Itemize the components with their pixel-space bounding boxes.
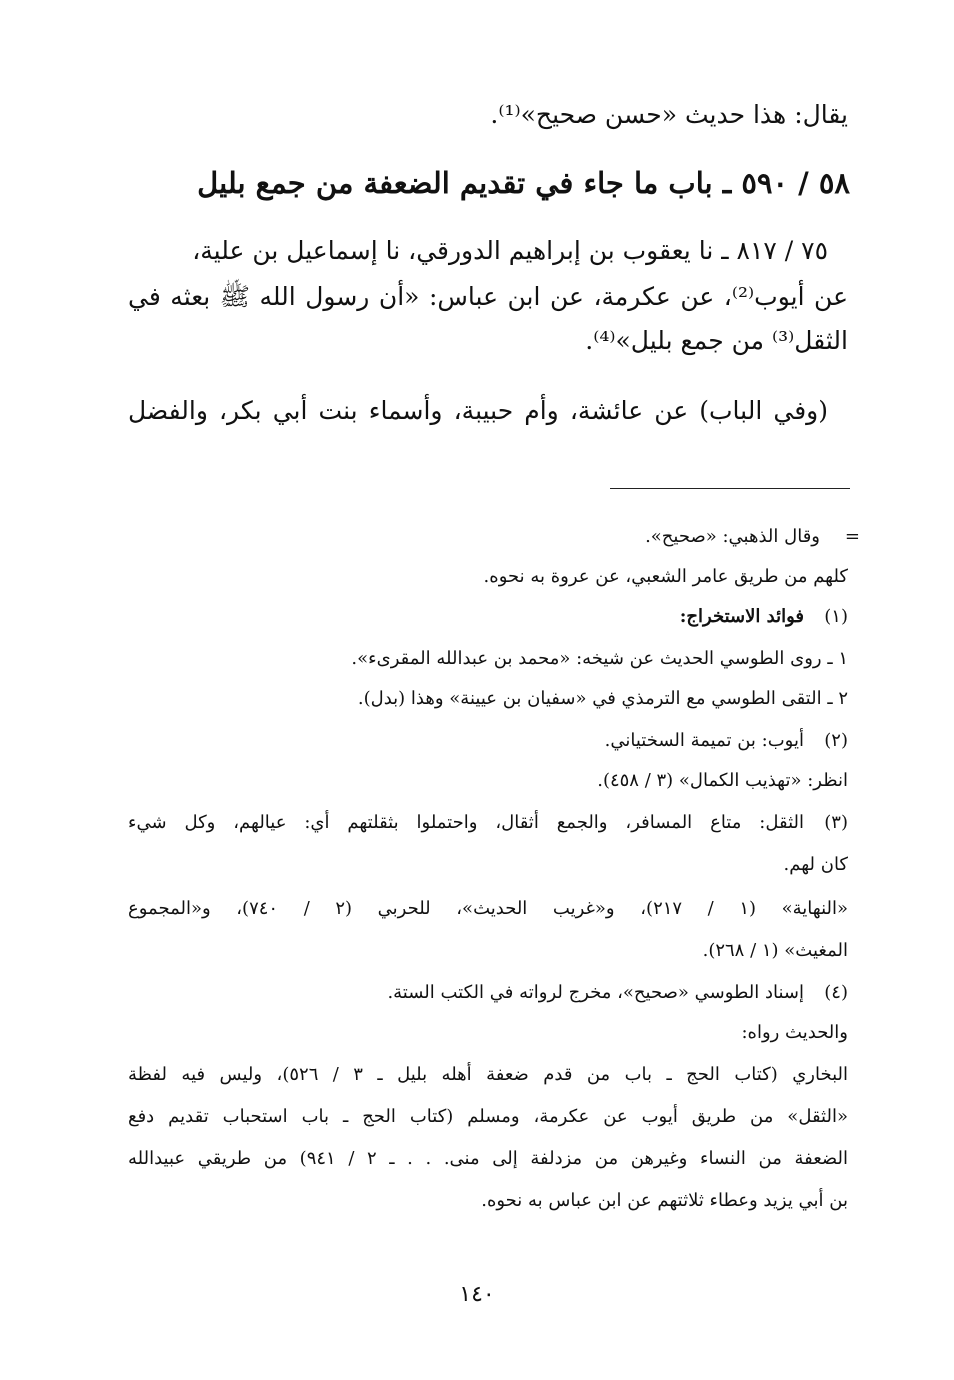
footnote-line: ١ ـ روى الطوسي الحديث عن شيخه: «محمد بن عبدالله المقرىء».: [351, 648, 848, 669]
hadith-line-1: ٧٥ / ٨١٧ ـ نا يعقوب بن إبراهيم الدورقي، نا إسماعيل بن علية،: [192, 236, 828, 265]
continuation-marker: =: [844, 526, 860, 547]
footnote-separator: [610, 488, 850, 489]
hadith-line-2: عن أيوب⁽²⁾، عن عكرمة، عن ابن عباس: «أن رسول الله ﷺ بعثه في: [128, 282, 849, 311]
page-number: ١٤٠: [459, 1282, 495, 1307]
footnote-line: فوائد الاستخراج:: [679, 606, 804, 627]
footnote-line: ٢ ـ التقى الطوسي مع الترمذي في «سفيان بن عيينة» وهذا (بدل).: [357, 688, 848, 709]
footnote-line: بن أبي يزيد وعطاء ثلاثتهم عن ابن عباس به نحوه.: [481, 1190, 848, 1211]
footnote-line: الثقل: متاع المسافر، والجمع أثقال، واحتملوا بثقلتهم أي: عيالهم، وكل شيء: [128, 812, 804, 833]
footnote-line: إسناد الطوسي «صحيح»، مخرج لرواته في الكتب الستة.: [387, 982, 804, 1003]
bab-line: (وفي الباب) عن عائشة، وأم حبيبة، وأسماء بنت أبي بكر، والفضل: [128, 396, 828, 425]
footnote-number: (٢): [824, 730, 848, 751]
footnote-line: «الثقل» من طريق أيوب عن عكرمة، ومسلم (كتاب الحج ـ باب استحباب تقديم دفع: [128, 1106, 848, 1127]
footnote-line: البخاري (كتاب الحج ـ باب من قدم ضعفة أهله بليل ـ ٣ / ٥٢٦)، وليس فيه لفظة: [128, 1064, 848, 1085]
chapter-heading: ٥٨ / ٥٩٠ ـ باب ما جاء في تقديم الضعفة من جمع بليل: [197, 166, 850, 200]
footnote-line: الضعفة من النساء وغيرهن من مزدلفة إلى منى. . . ـ ٢ / ٩٤١) من طريقي عبيدالله: [128, 1148, 848, 1169]
footnote-line: انظر: «تهذيب الكمال» (٣ / ٤٥٨).: [597, 770, 848, 791]
footnote-line: «النهاية» (١ / ٢١٧)، و«غريب الحديث»، للحربي (٢ / ٧٤٠)، و«المجموع: [128, 898, 848, 919]
footnote-number: (٣): [824, 812, 848, 833]
hadith-line-3: الثقل⁽³⁾ من جمع بليل»⁽⁴⁾.: [585, 326, 848, 355]
footnote-number: (١): [824, 606, 848, 627]
intro-line: يقال: هذا حديث «حسن صحيح»⁽¹⁾.: [490, 100, 848, 129]
footnote-line: أيوب: بن تميمة السختياني.: [604, 730, 804, 751]
footnote-number: (٤): [824, 982, 848, 1003]
footnote-line: وقال الذهبي: «صحيح».: [645, 526, 820, 547]
footnote-line: والحديث رواه:: [741, 1022, 848, 1043]
footnote-line: كلهم من طريق عامر الشعبي، عن عروة به نحوه.: [483, 566, 848, 587]
footnote-line: المغيث» (١ / ٢٦٨).: [702, 940, 848, 961]
footnote-line: كان لهم.: [783, 854, 848, 875]
